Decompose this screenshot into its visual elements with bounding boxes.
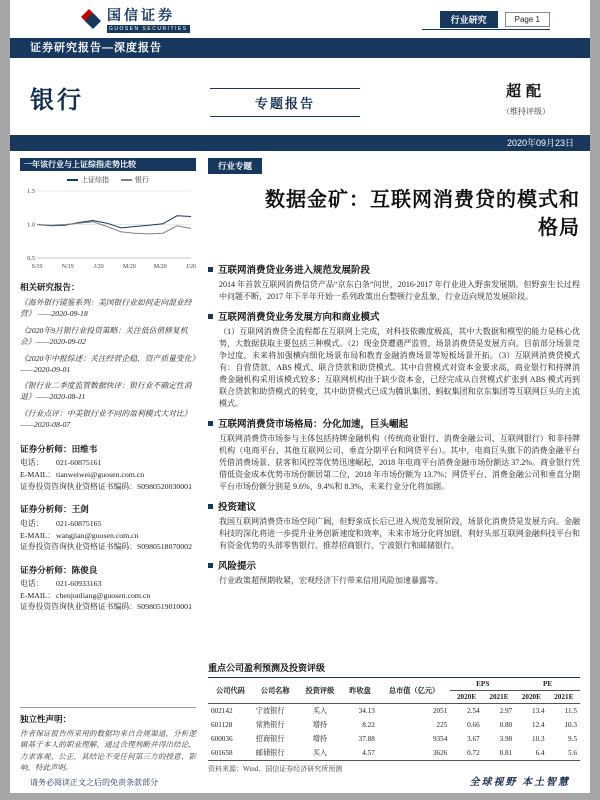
independence-statement: [20, 707, 196, 775]
phone-label: 电话：: [20, 518, 44, 528]
table-cell: 9.5: [568, 735, 577, 743]
section-body: 行业政策超预期收紧，宏观经济下行带来信用风险加速暴露等。: [219, 576, 443, 585]
section-heading-text: 互联网消费贷业务进入规范发展阶段: [218, 266, 371, 276]
table-sub-header: 2020E: [515, 691, 547, 704]
table-row: [208, 718, 580, 732]
report-title: 数据金矿：互联网消费贷的模式和格局: [265, 189, 580, 239]
independence-text: 作者保证报告所采用的数据均来自合规渠道，分析逻辑基于本人的职业理解，通过合理判断并得出结论，力求客观、公正，其结论不受任何第三方的授意、影响，特此声明。: [20, 728, 196, 773]
svg-text:1.5: 1.5: [27, 188, 35, 196]
table-cell: 0.81: [483, 746, 515, 761]
main-content: [208, 158, 580, 774]
table-cell: 4.57: [342, 746, 378, 761]
svg-text:1.0: 1.0: [27, 221, 35, 229]
related-report-item: 《海外银行镜鉴系列：美国银行业如何走向混业经营》 ——2020-09-18: [20, 298, 192, 318]
analyst-email: [20, 469, 196, 481]
analyst-email: [20, 530, 196, 542]
table-cell: 34.13: [358, 707, 375, 715]
table-row: [208, 732, 580, 746]
key-companies-table: [208, 677, 580, 761]
phone-value: 021-60875165: [56, 518, 102, 528]
section-heading: [208, 499, 580, 513]
analyst-phone: [20, 518, 196, 530]
guosen-logo-icon: [80, 8, 102, 30]
analyst-email-link[interactable]: tianweiwei@guosen.com.cn: [56, 470, 145, 480]
table-cell: 601128: [211, 721, 233, 729]
sidebar: [20, 158, 196, 774]
table-cell: 9354: [432, 735, 448, 743]
phone-value: 021-60875161: [56, 458, 102, 468]
analysts-list: [20, 443, 196, 613]
table-cell: 宁波银行: [255, 707, 285, 715]
footer-slogan: 全球视野 本土智慧: [469, 777, 570, 788]
performance-chart: [20, 175, 196, 271]
table-group-header: EPS: [450, 678, 515, 691]
analyst-name: 证券分析师：陈俊良: [20, 564, 98, 575]
email-label: E-MAIL：: [20, 470, 56, 480]
analyst-block: [20, 503, 196, 552]
phone-label: 电话：: [20, 458, 44, 468]
section-heading: [208, 262, 580, 276]
svg-text:0.5: 0.5: [27, 255, 35, 263]
legend-item: [67, 175, 109, 185]
report-sections: [208, 256, 580, 590]
analyst-email-link[interactable]: chenjunliang@guosen.com.cn: [56, 591, 151, 601]
table-cell: 12.4: [531, 721, 545, 729]
analyst-phone: [20, 578, 196, 590]
report-page: [10, 0, 590, 793]
table-cell: 常熟银行: [255, 721, 285, 729]
table-cell: 11.5: [564, 707, 577, 715]
svg-text:S/19: S/19: [31, 264, 43, 270]
table-cell: 3.67: [467, 735, 480, 743]
brand-name: 国信证券: [107, 7, 175, 23]
table-cell: 6.4: [515, 746, 547, 761]
table-cell: 邮储银行: [253, 746, 298, 761]
analyst-name: 证券分析师：田维韦: [20, 444, 98, 455]
analyst-block: [20, 564, 196, 613]
section-bullet-icon: [208, 504, 213, 509]
page-number-badge: Page 1: [505, 12, 550, 27]
analyst-cert: 证券投资咨询执业资格证书编码：S0980518070002: [20, 541, 192, 551]
brand-logo: [80, 5, 190, 33]
report-section: [208, 558, 580, 587]
key-companies-block: [208, 661, 580, 774]
email-label: E-MAIL：: [20, 530, 56, 540]
phone-value: 021-60933163: [56, 579, 102, 589]
table-cell: 2.54: [467, 707, 480, 715]
section-body: 我国互联网消费贷市场空间广阔，但野蛮成长后已进入规范发展阶段，场景化消费贷是发展方向。金融科技的深化将进一步提升业务创新速度和效率，未来市场分化将加剧，利好头部互联网金融科技平台和有资金优势的头部零售银行。推荐招商银行、宁波银行和邮储银行。: [219, 517, 580, 550]
related-report-item: 《2020年9月银行业投资策略：关注低估值修复机会》——2020-09-02: [20, 325, 188, 346]
section-bullet-icon: [208, 421, 213, 426]
date-bar: [10, 135, 590, 151]
analyst-email: [20, 590, 196, 602]
footer-disclaimer: 请务必阅读正文之后的免责条款部分: [30, 778, 158, 787]
email-label: E-MAIL：: [20, 591, 56, 601]
svg-text:N/19: N/19: [61, 264, 74, 270]
table-row: [208, 746, 580, 761]
table-sub-header: 2021E: [548, 691, 580, 704]
report-date: 2020年09月23日: [506, 138, 574, 148]
table-col-header: 昨收盘: [342, 678, 378, 704]
table-cell: 225: [436, 721, 448, 729]
related-reports-title: 相关研究报告：: [20, 282, 80, 292]
header-rule: [422, 29, 550, 30]
table-cell: 招商银行: [255, 735, 285, 743]
topic-badge: 行业专题: [208, 158, 262, 174]
table-sub-header: 2020E: [450, 691, 482, 704]
section-body: （1）互联网消费贷全流程都在互联网上完成，对科技依赖度极高，其中大数据和模型的能力是核心优势，大数据获取主要包括三种模式。（2）现金贷遭遇严监管，场景消费贷是发展方向。目前部分场景竞争过度，未来将加强横向细化场景布局和教育金融消费场景等短板场景开拓。（3）互联网消费贷模式有：自营贷款、ABS 模式、联合贷款和助贷模式。其中自营模式对资本金要求高，商业银行和持牌消费金融机构采用该模式较多；互联网机构由于缺少资本金，已经完成从自营模式扩张到 ABS 模式再到联合贷款和助贷模式的转变，其中助贷模式已成为腾讯集团、蚂蚁集团和京东集团等互联网巨头的主流模式。: [219, 327, 580, 408]
legend-label: 上证综指: [81, 176, 109, 184]
table-cell: 3.98: [499, 735, 513, 743]
report-series-banner: 证券研究报告—深度报告: [10, 38, 590, 58]
svg-text:J/20: J/20: [93, 264, 104, 270]
report-type-label: 专题报告: [210, 88, 360, 117]
analyst-cert: 证券投资咨询执业资格证书编码：S0980520030001: [20, 481, 192, 491]
table-col-header: 公司代码: [208, 678, 253, 704]
table-cell: 买入: [312, 707, 328, 715]
section-bullet-icon: [208, 267, 213, 272]
svg-text:M/20: M/20: [153, 264, 167, 270]
chart-plot: [20, 185, 196, 271]
category-badge: 行业研究: [440, 11, 498, 28]
table-cell: 002142: [211, 707, 233, 715]
table-cell: 5.6: [548, 746, 580, 761]
table-cell: 买入: [298, 746, 343, 761]
svg-text:M/20: M/20: [122, 264, 136, 270]
table-col-header: 公司名称: [253, 678, 298, 704]
table-cell: 增持: [312, 735, 328, 743]
section-heading-text: 互联网消费贷业务发展方向和商业模式: [218, 313, 380, 323]
phone-label: 电话：: [20, 579, 44, 589]
table-group-header: PE: [515, 678, 580, 691]
table-sub-header: 2021E: [483, 691, 515, 704]
related-reports: [20, 281, 196, 431]
report-section: [208, 499, 580, 552]
chart-title-bar: 一年该行业与上证综指走势比较: [20, 158, 196, 171]
table-cell: 0.80: [499, 721, 513, 729]
independence-title: 独立性声明：: [20, 707, 196, 725]
table-cell: 2.97: [499, 707, 513, 715]
table-cell: 601658: [208, 746, 253, 761]
section-bullet-icon: [208, 314, 213, 319]
section-body: 互联网消费贷市场参与主体包括持牌金融机构（传统商业银行、消费金融公司、互联网银行）和非持牌机构（电商平台、其他互联网公司、垂直分期平台和网贷平台）。其中，电商巨头旗下的消费金融平台凭借消费场景、获客和风控等优势迅速崛起，2018 年电商平台消费金融市场份额达 37.2%。商业银行凭借低资金成本优势市场份额居第二位，2018 年市场份额为 13.7%；网贷平台、消费金融公司和垂直分期平台市场份额分别是 9.6%、9.4%和 8.3%，未来行业分化将加剧。: [219, 434, 580, 491]
table-cell: 8.22: [362, 721, 375, 729]
related-report-item: 《银行业二季度监管数据快评：银行业不确定性消退》——2020-08-11: [20, 381, 192, 402]
report-section: [208, 262, 580, 303]
table-cell: 2051: [432, 707, 448, 715]
brand-name-en: GUOSEN SECURITIES: [109, 26, 188, 32]
table-cell: 0.72: [450, 746, 482, 761]
analyst-name: 证券分析师：王剑: [20, 504, 89, 515]
analyst-block: [20, 443, 196, 492]
key-companies-table-title: 重点公司盈利预测及投资评级: [208, 663, 326, 673]
table-cell: 37.88: [358, 735, 375, 743]
report-section: [208, 309, 580, 410]
section-body: 2014 年首款互联网消费信贷产品“京东白条”问世，2016-2017 年行业进入野蛮发展期。但野蛮生长过程中问题不断，2017 年下半年开始一系列政策出台整顿行业乱象，行业迈向规范发展阶段。: [219, 280, 580, 301]
rating-value: 超配: [505, 84, 546, 100]
legend-item: [121, 175, 149, 185]
page-footer: [20, 773, 580, 788]
table-cell: 0.66: [467, 721, 480, 729]
section-heading: [208, 416, 580, 430]
table-cell: 600036: [211, 735, 233, 743]
section-heading-text: 互联网消费贷市场格局：分化加速，巨头崛起: [218, 420, 409, 430]
section-heading-text: 投资建议: [218, 503, 257, 513]
sector-title: 银行: [30, 88, 84, 114]
table-source: 资料来源：Wind、国信证券经济研究所预测: [208, 765, 343, 773]
analyst-cert: 证券投资咨询执业资格证书编码：S0980519010001: [20, 602, 192, 612]
legend-label: 银行: [135, 176, 149, 184]
section-heading-text: 风险提示: [218, 562, 257, 572]
table-row: [208, 704, 580, 719]
legend-swatch: [121, 179, 132, 181]
rating-note: （维持评级）: [502, 107, 550, 116]
section-heading: [208, 558, 580, 572]
section-heading: [208, 309, 580, 323]
related-report-item: 《行业点评：中美银行业不同的盈利模式大对比》——2020-08-07: [20, 409, 192, 430]
table-cell: 增持: [312, 721, 328, 729]
section-bullet-icon: [208, 563, 213, 568]
table-cell: 3626: [378, 746, 451, 761]
analyst-phone: [20, 457, 196, 469]
chart-legend: [20, 175, 196, 185]
related-reports-list: [20, 298, 196, 431]
legend-swatch: [67, 179, 78, 181]
table-cell: 10.3: [564, 721, 577, 729]
related-report-item: 《2020年中报综述：关注经营企稳、资产质量变化》——2020-09-01: [20, 353, 196, 374]
rating-box: [476, 80, 576, 117]
analyst-email-link[interactable]: wangjian@guosen.com.cn: [56, 530, 139, 540]
report-section: [208, 416, 580, 493]
table-cell: 10.3: [531, 735, 545, 743]
table-cell: 13.4: [531, 707, 545, 715]
table-col-header: 总市值（亿元）: [378, 678, 451, 704]
table-col-header: 投资评级: [298, 678, 343, 704]
svg-text:J/20: J/20: [185, 264, 196, 270]
